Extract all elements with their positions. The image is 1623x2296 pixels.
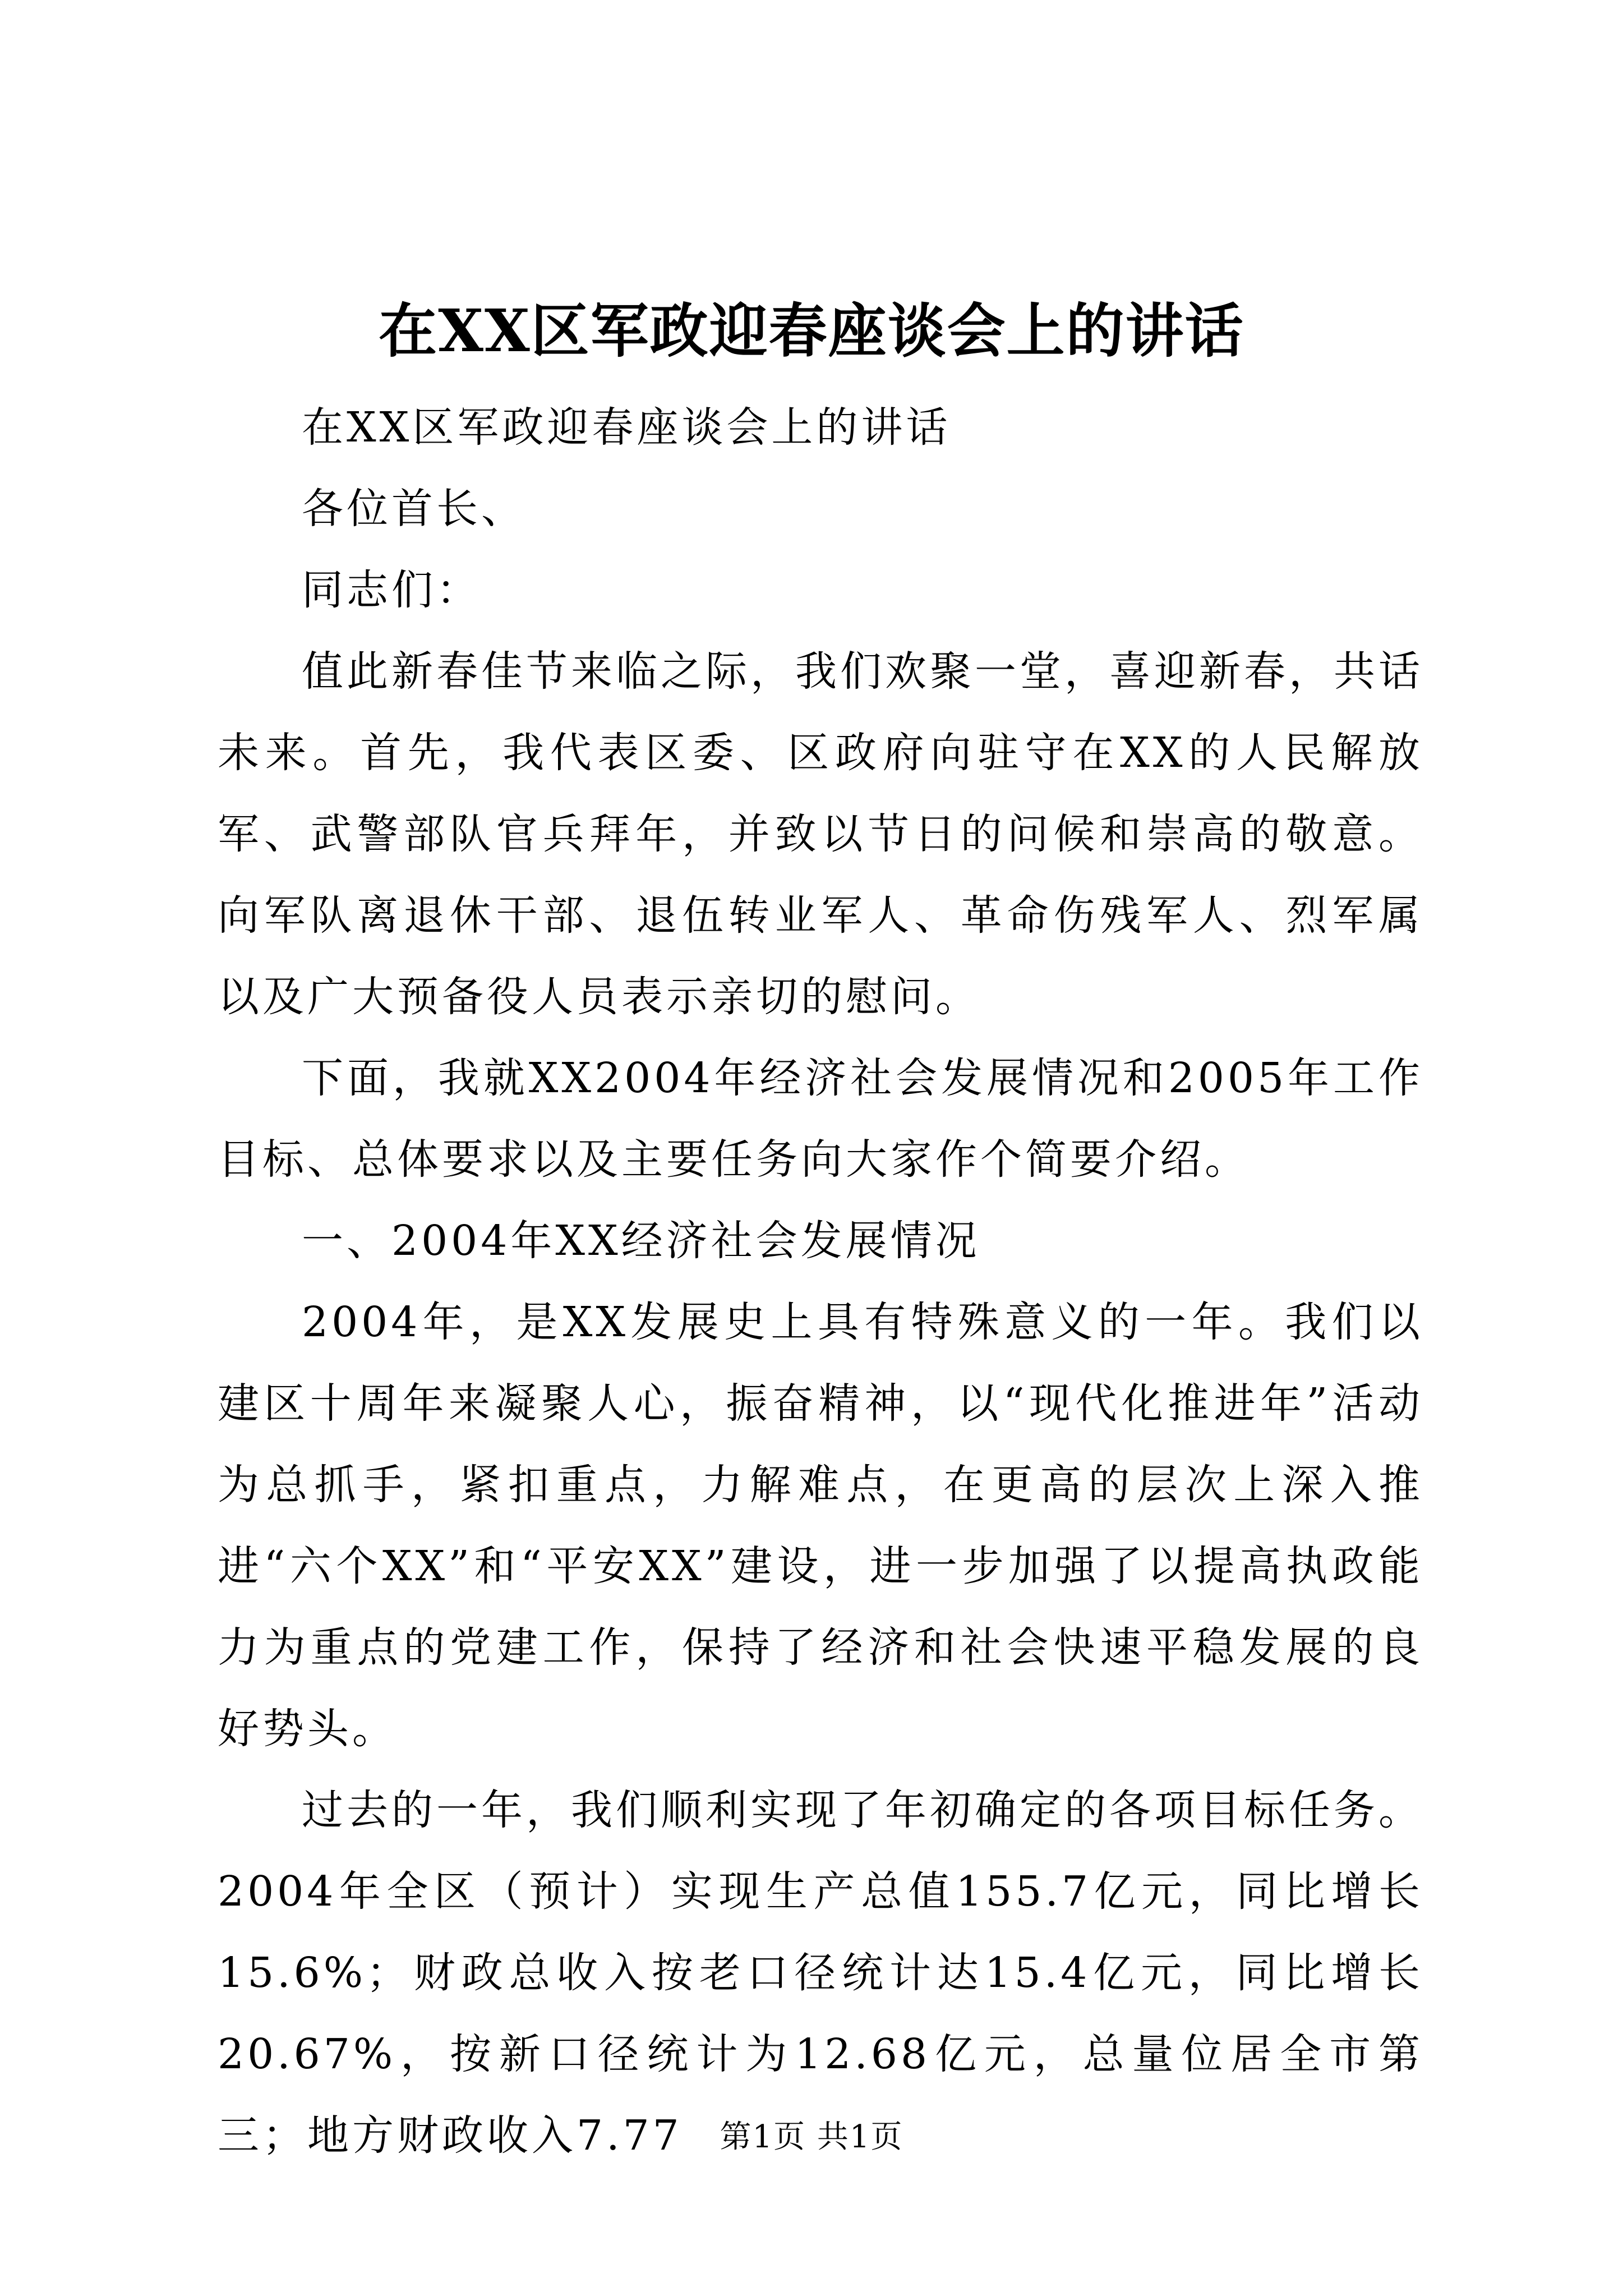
paragraph-salutation-1: 各位首长、	[302, 485, 526, 533]
document-body	[218, 387, 1423, 2177]
paragraph-intro: 下面，我就XX2004年经济社会发展情况和2005年工作目标、总体要求以及主要任务向大家作个简要介绍。	[218, 1054, 1423, 1184]
paragraph-achievements: 过去的一年，我们顺利实现了年初确定的各项目标任务。2004年全区（预计）实现生产总值155.7亿元，同比增长15.6%；财政总收入按老口径统计达15.4亿元，同比增长20.67%，按新口径统计为12.68亿元，总量位居全市第三；地方财政收入7.77	[218, 1786, 1423, 2160]
paragraph-salutation-2: 同志们：	[302, 566, 481, 614]
section-heading-1: 一、2004年XX经济社会发展情况	[302, 1217, 980, 1265]
paragraph-overview: 2004年，是XX发展史上具有特殊意义的一年。我们以建区十周年来凝聚人心，振奋精神，以“现代化推进年”活动为总抓手，紧扣重点，力解难点，在更高的层次上深入推进“六个XX”和“平安XX”建设，进一步加强了以提高执政能力为重点的党建工作，保持了经济和社会快速平稳发展的良好势头。	[218, 1298, 1423, 1753]
page-footer: 第1页 共1页	[720, 2119, 903, 2155]
paragraph-greeting: 值此新春佳节来临之际，我们欢聚一堂，喜迎新春，共话未来。首先，我代表区委、区政府向驻守在XX的人民解放军、武警部队官兵拜年，并致以节日的问候和崇高的敬意。向军队离退休干部、退伍转业军人、革命伤残军人、烈军属以及广大预备役人员表示亲切的慰问。	[218, 647, 1423, 1021]
document-title: 在XX区军政迎春座谈会上的讲话	[379, 296, 1244, 365]
paragraph-subtitle: 在XX区军政迎春座谈会上的讲话	[302, 403, 951, 452]
